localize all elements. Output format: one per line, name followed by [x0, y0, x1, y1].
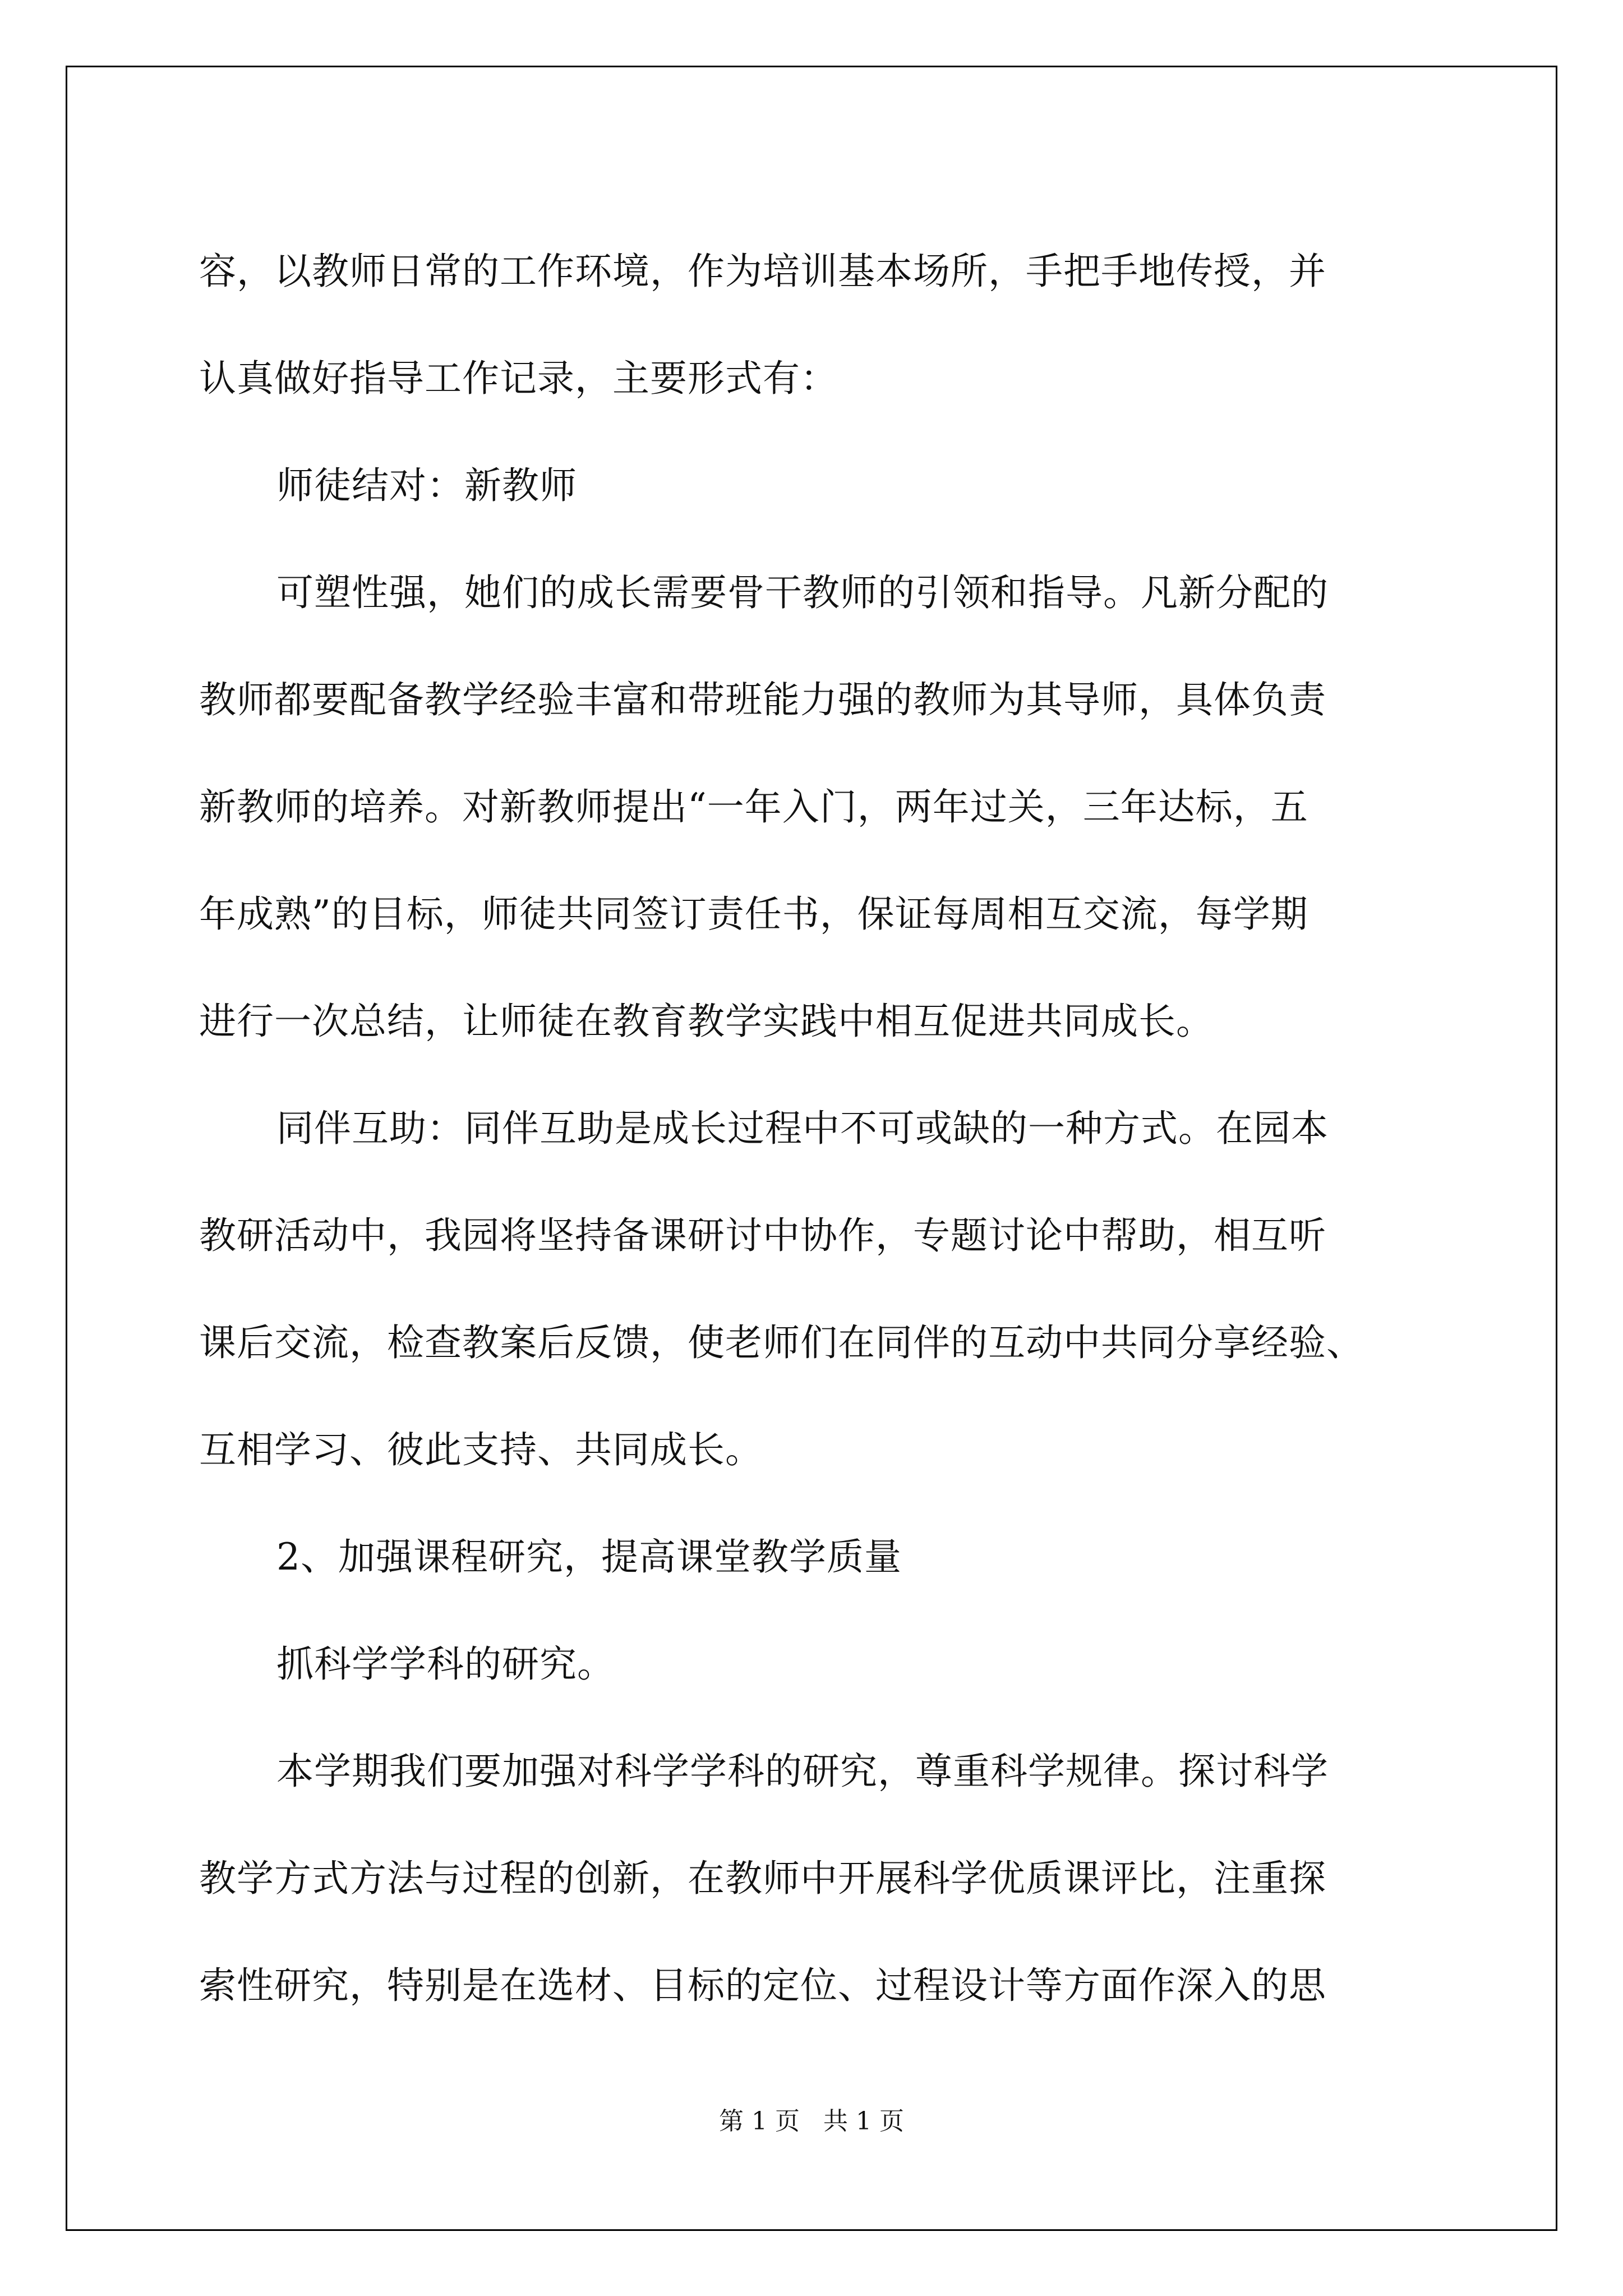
- text-line: 同伴互助：同伴互助是成长过程中不可或缺的一种方式。在园本: [276, 1107, 1329, 1150]
- text-line: 索性研究，特别是在选材、目标的定位、过程设计等方面作深入的思: [199, 1964, 1326, 2007]
- text-line: 教师都要配备教学经验丰富和带班能力强的教师为其导师，具体负责: [199, 678, 1326, 721]
- text-line: 课后交流，检查教案后反馈，使老师们在同伴的互动中共同分享经验、: [199, 1321, 1364, 1364]
- text-line: 进行一次总结，让师徒在教育教学实践中相互促进共同成长。: [199, 1000, 1214, 1043]
- text-line: 本学期我们要加强对科学学科的研究，尊重科学规律。探讨科学: [276, 1750, 1329, 1793]
- text-line: 2、加强课程研究，提高课堂教学质量: [276, 1535, 902, 1579]
- text-line: 可塑性强，她们的成长需要骨干教师的引领和指导。凡新分配的: [276, 571, 1329, 614]
- text-line: 容，以教师日常的工作环境，作为培训基本场所，手把手地传授，并: [199, 250, 1326, 293]
- text-line: 师徒结对：新教师: [276, 464, 577, 507]
- text-line: 认真做好指导工作记录，主要形式有：: [199, 357, 838, 400]
- document-body: [199, 218, 1478, 2039]
- text-line: 互相学习、彼此支持、共同成长。: [199, 1428, 763, 1471]
- text-line: 年成熟”的目标，师徒共同签订责任书，保证每周相互交流，每学期: [199, 892, 1308, 936]
- text-line: 抓科学学科的研究。: [276, 1642, 615, 1686]
- text-line: 教研活动中，我园将坚持备课研讨中协作，专题讨论中帮助，相互听: [199, 1214, 1326, 1257]
- text-line: 教学方式方法与过程的创新，在教师中开展科学优质课评比，注重探: [199, 1857, 1326, 1900]
- text-line: 新教师的培养。对新教师提出“一年入门，两年过关，三年达标，五: [199, 785, 1308, 829]
- page-footer: 第 1 页 共 1 页: [719, 2107, 904, 2136]
